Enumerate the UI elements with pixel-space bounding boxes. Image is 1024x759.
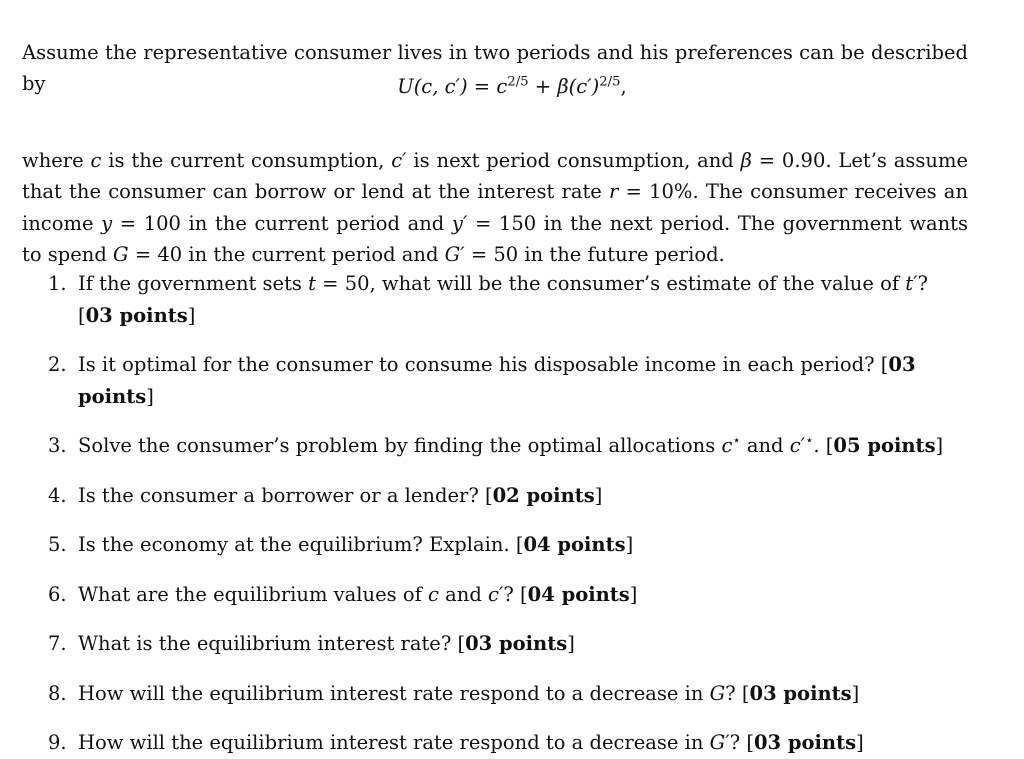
eq-args: (c, c′) xyxy=(413,75,468,98)
question-text: ] xyxy=(594,483,603,507)
points-label: 02 points xyxy=(492,483,595,507)
eq-lhs: U xyxy=(397,75,414,98)
question-text: . [ xyxy=(813,434,834,457)
question-text: ] xyxy=(851,681,860,705)
intro-text: Assume the representative consumer lives in two periods and his preferences can be described by xyxy=(22,40,968,95)
points-label: 03 points xyxy=(749,681,852,705)
var-beta: β xyxy=(740,148,752,172)
question-text: Is the consumer a borrower or a lender? [ xyxy=(78,483,493,507)
question-number: 4. xyxy=(48,483,67,507)
question-item xyxy=(48,628,968,660)
question-text: ? [ xyxy=(729,731,754,754)
var-c-prime: c′ xyxy=(391,148,407,172)
question-number: 7. xyxy=(48,632,67,655)
eq-c: c xyxy=(496,75,508,98)
question-list xyxy=(48,268,968,759)
question-item xyxy=(48,430,968,462)
question-text: ] xyxy=(856,731,864,754)
para-text: = 0.90. Let’s assume that the consumer can borrow or lend at the interest rate xyxy=(22,148,968,203)
para-text: is the current consumption, xyxy=(101,148,392,172)
math-variable: c′ xyxy=(488,582,504,606)
question-number: 1. xyxy=(48,272,67,295)
question-text: ] xyxy=(625,533,634,556)
question-text: Is it optimal for the consumer to consume his disposable income in each period? [ xyxy=(78,353,889,376)
points-label: 03 points xyxy=(465,632,568,655)
question-text: Solve the consumer’s problem by finding the optimal allocations xyxy=(78,434,722,457)
para-text: = 50 in the future period. xyxy=(464,243,725,266)
para-text: is next period consumption, and xyxy=(406,148,741,172)
question-text: ] xyxy=(935,434,944,457)
question-text: ? [ xyxy=(503,582,528,606)
utility-equation xyxy=(0,72,1024,102)
eq-cprime: (c′) xyxy=(568,75,600,98)
question-text: ] xyxy=(146,384,154,408)
question-number: 9. xyxy=(48,731,67,754)
eq-equals: = xyxy=(467,75,497,98)
question-item xyxy=(48,529,968,561)
question-text: If the government sets xyxy=(78,272,309,295)
math-variable: c′ xyxy=(789,434,806,457)
question-text: ? [ xyxy=(725,681,750,705)
question-text: ] xyxy=(629,582,638,606)
var-r: r xyxy=(609,180,619,203)
var-y: y xyxy=(101,211,113,235)
para-text: = 100 in the current period and xyxy=(112,211,452,235)
var-G-prime: G′ xyxy=(444,243,465,266)
optimal-star: ⋆ xyxy=(732,433,741,449)
para-text: where xyxy=(22,148,91,172)
problem-paragraph xyxy=(22,145,968,271)
question-text: What is the equilibrium interest rate? [ xyxy=(78,632,466,655)
para-text: = 10%. The consumer receives an income xyxy=(22,180,968,235)
var-G: G xyxy=(113,243,129,266)
question-text: ] xyxy=(187,303,196,327)
question-number: 3. xyxy=(48,434,67,457)
question-text: How will the equilibrium interest rate respond to a decrease in xyxy=(78,681,710,705)
question-number: 8. xyxy=(48,681,67,705)
optimal-star: ⋆ xyxy=(805,433,814,449)
eq-tail: , xyxy=(620,75,627,98)
question-number: 2. xyxy=(48,353,67,376)
question-text: How will the equilibrium interest rate respond to a decrease in xyxy=(78,731,710,754)
math-variable: t xyxy=(308,272,316,295)
eq-plus: + xyxy=(528,75,558,98)
math-variable: G′ xyxy=(709,731,730,754)
points-label: 03 points xyxy=(78,353,916,408)
question-number: 5. xyxy=(48,533,67,556)
question-text: ? [ xyxy=(78,272,928,327)
points-label: 04 points xyxy=(523,533,626,556)
points-label: 05 points xyxy=(833,434,936,457)
math-variable: c xyxy=(428,582,439,606)
var-c: c xyxy=(90,148,102,172)
eq-exp1: 2/5 xyxy=(507,74,529,90)
question-item xyxy=(48,480,968,512)
question-item xyxy=(48,349,968,412)
question-text: = 50, what will be the consumer’s estimate of the value of xyxy=(315,272,906,295)
question-item xyxy=(48,579,968,611)
question-number: 6. xyxy=(48,582,67,606)
question-item xyxy=(48,727,968,759)
para-text: = 150 in the next period. The government wants to spend xyxy=(22,211,969,266)
var-y-prime: y′ xyxy=(451,211,468,235)
question-text: and xyxy=(438,582,489,606)
points-label: 03 points xyxy=(85,303,188,327)
points-label: 04 points xyxy=(527,582,630,606)
points-label: 03 points xyxy=(753,731,857,754)
question-item xyxy=(48,678,968,710)
eq-exp2: 2/5 xyxy=(599,74,621,90)
question-text: and xyxy=(740,434,790,457)
math-variable: G xyxy=(709,681,726,705)
question-item xyxy=(48,268,968,331)
eq-beta: β xyxy=(557,75,569,98)
math-variable: t′ xyxy=(905,272,918,295)
question-text: What are the equilibrium values of xyxy=(78,582,429,606)
math-variable: c xyxy=(721,434,733,457)
question-text: ] xyxy=(567,632,575,655)
question-text: Is the economy at the equilibrium? Explain. [ xyxy=(78,533,524,556)
para-text: = 40 in the current period and xyxy=(128,243,445,266)
